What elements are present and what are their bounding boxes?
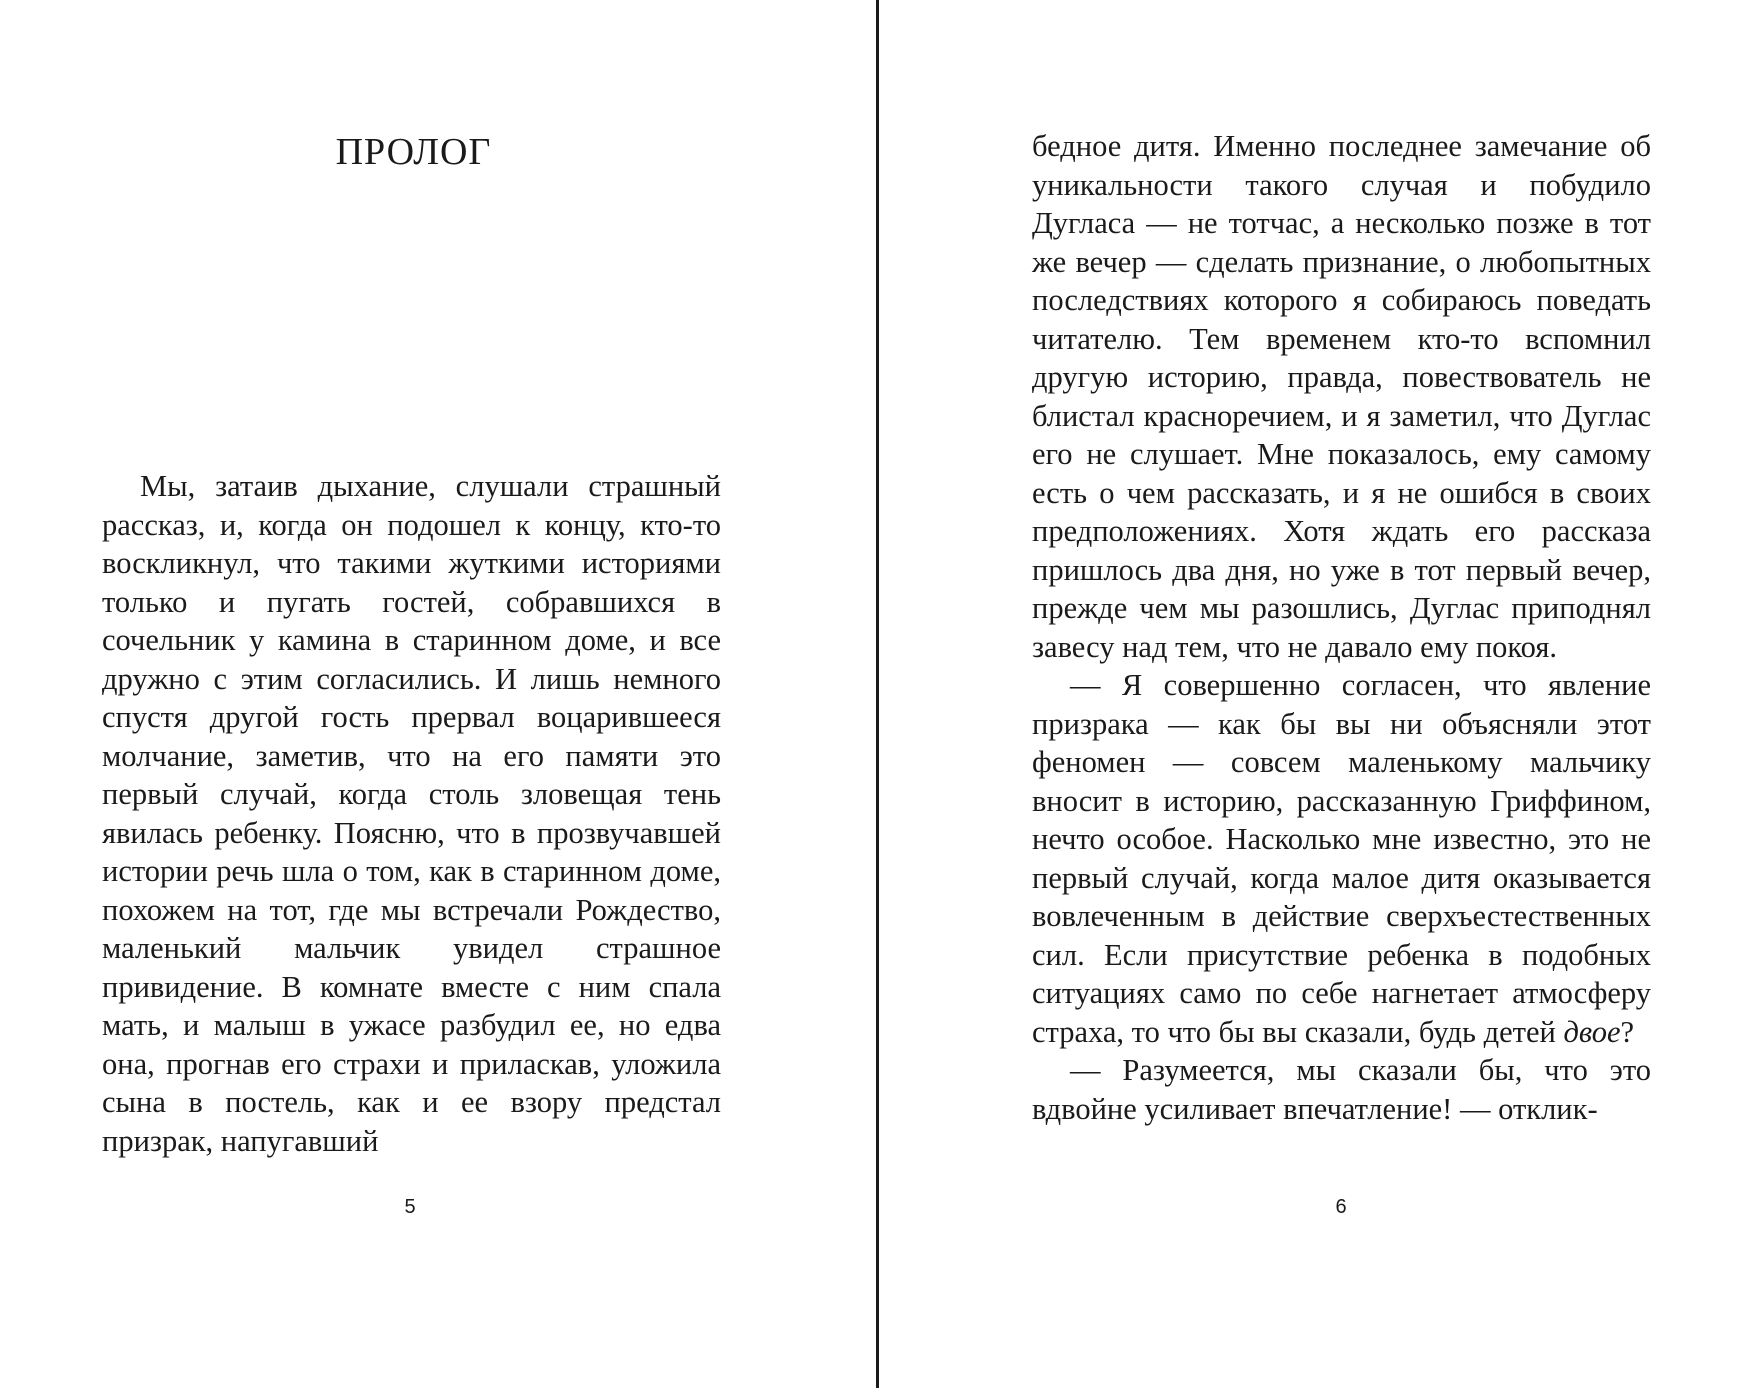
right-page-text bbox=[1032, 127, 1651, 1128]
continued-paragraph: бедное дитя. Именно последнее замечание об уникальности такого случая и побудило Дугласа — не тотчас, а несколько позже в тот же вечер — сделать признание, о любопытных последствиях которого я собираюсь поведать читателю. Тем временем кто-то вспомнил другую историю, правда, повествователь не блистал красноречием, и я заметил, что Дуглас его не слушает. Мне показалось, ему самому есть о чем рассказать, и я не ошибся в своих предположениях. Хотя ждать его рассказа пришлось два дня, но уже в тот первый вечер, прежде чем мы разошлись, Дуглас приподнял завесу над тем, что не давало ему покоя. bbox=[1032, 129, 1651, 664]
reply-paragraph: — Разумеется, мы сказали бы, что это вдвойне усиливает впечатление! — отклик- bbox=[1032, 1053, 1651, 1126]
emphasis-word: двое bbox=[1563, 1014, 1621, 1049]
page-number-left: 5 bbox=[404, 1196, 416, 1218]
dialogue-text: — Я совершенно согласен, что явление призрака — как бы вы ни объясняли этот феномен — совсем маленькому мальчику вносит в историю, рассказанную Гриффином, нечто особое. Насколько мне известно, это не первый случай, когда малое дитя оказывается вовлеченным в действие сверхъестественных сил. Если присутствие ребенка в подобных ситуациях само по себе нагнетает атмосферу страха, то что бы вы сказали, будь детей bbox=[1032, 668, 1651, 1049]
left-page bbox=[0, 0, 876, 1388]
book-gutter-divider bbox=[876, 0, 879, 1388]
page-number-right: 6 bbox=[1335, 1196, 1347, 1218]
right-page bbox=[881, 0, 1757, 1388]
left-page-text bbox=[102, 467, 721, 1160]
chapter-title: ПРОЛОГ bbox=[335, 131, 492, 173]
prologue-paragraph: Мы, затаив дыхание, слушали страшный рассказ, и, когда он подошел к концу, кто-то воскликнул, что такими жуткими историями только и пугать гостей, собравшихся в сочельник у камина в старинном доме, и все дружно с этим согласились. И лишь немного спустя другой гость прервал воцарившееся молчание, заметив, что на его памяти это первый случай, когда столь зловещая тень явилась ребенку. Поясню, что в прозвучавшей истории речь шла о том, как в старинном доме, похожем на тот, где мы встречали Рождество, маленький мальчик увидел страшное привидение. В комнате вместе с ним спала мать, и малыш в ужасе разбудил ее, но едва она, прогнав его страхи и приласкав, уложила сына в постель, как и ее взору предстал призрак, напугавший bbox=[102, 469, 721, 1158]
dialogue-paragraph bbox=[1032, 666, 1651, 1051]
dialogue-end: ? bbox=[1620, 1014, 1635, 1049]
